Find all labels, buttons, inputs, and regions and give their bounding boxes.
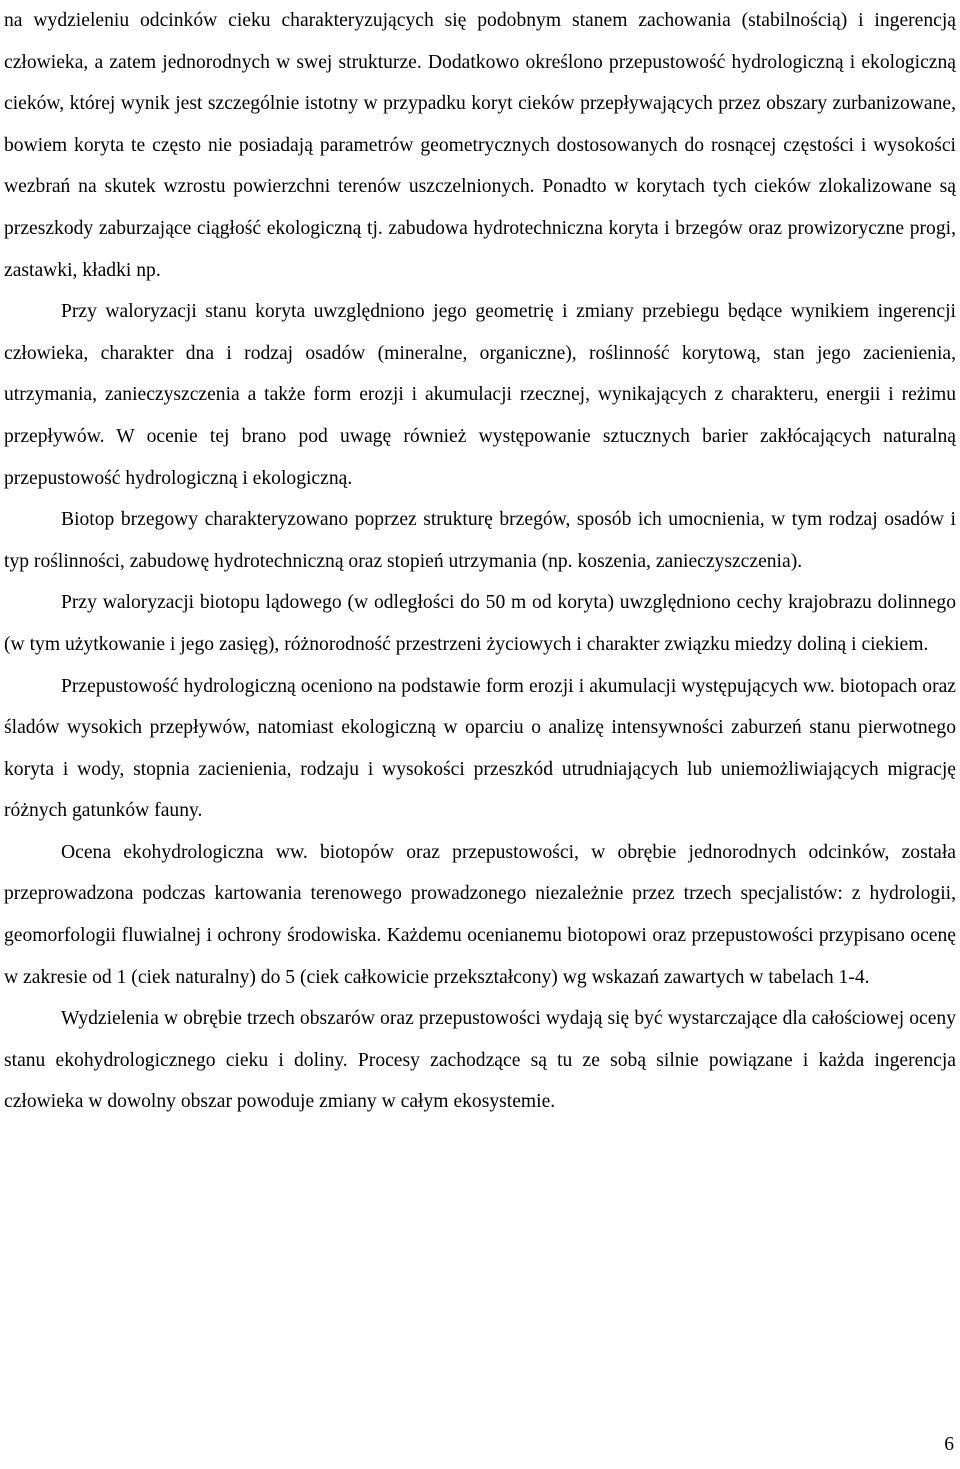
paragraph-continuation: na wydzieleniu odcinków cieku charakteryzujących się podobnym stanem zachowania (stabilnością) i ingerencją człowieka, a zatem jednorodnych w swej strukturze. Dodatkowo określono przepustowość hydrologiczną i ekologiczną cieków, której wynik jest szczególnie istotny w przypadku koryt cieków przepływających przez obszary zurbanizowane, bowiem koryta te często nie posiadają parametrów geometrycznych dostosowanych do rosnącej częstości i wysokości wezbrań na skutek wzrostu powierzchni terenów uszczelnionych. Ponadto w korytach tych cieków zlokalizowane są przeszkody zaburzające ciągłość ekologiczną tj. zabudowa hydrotechniczna koryta i brzegów oraz prowizoryczne progi, zastawki, kładki np.	[4, 10, 956, 281]
paragraph-hydrological-capacity: Przepustowość hydrologiczną oceniono na podstawie form erozji i akumulacji występujących ww. biotopach oraz śladów wysokich przepływów, natomiast ekologiczną w oparciu o analizę intensywności zaburzeń stanu pierwotnego koryta i wody, stopnia zacienienia, rodzaju i wysokości przeszkód utrudniających lub uniemożliwiających migrację różnych gatunków fauny.	[4, 675, 956, 822]
paragraph-ecohydrological-assessment: Ocena ekohydrologiczna ww. biotopów oraz przepustowości, w obrębie jednorodnych odcinków, została przeprowadzona podczas kartowania terenowego prowadzonego niezależnie przez trzech specjalistów: z hydrologii, geomorfologii fluwialnej i ochrony środowiska. Każdemu ocenianemu biotopowi oraz przepustowości przypisano ocenę w zakresie od 1 (ciek naturalny) do 5 (ciek całkowicie przekształcony) wg wskazań zawartych w tabelach 1-4.	[4, 841, 956, 988]
document-page	[4, 0, 956, 1123]
paragraph-land-biotope: Przy waloryzacji biotopu lądowego (w odległości do 50 m od koryta) uwzględniono cechy krajobrazu dolinnego (w tym użytkowanie i jego zasięg), różnorodność przestrzeni życiowych i charakter związku miedzy doliną i ciekiem.	[4, 592, 956, 655]
paragraph-bank-biotope: Biotop brzegowy charakteryzowano poprzez strukturę brzegów, sposób ich umocnienia, w tym rodzaj osadów i typ roślinności, zabudowę hydrotechniczną oraz stopień utrzymania (np. koszenia, zanieczyszczenia).	[4, 509, 956, 572]
paragraph-conclusion: Wydzielenia w obrębie trzech obszarów oraz przepustowości wydają się być wystarczające dla całościowej oceny stanu ekohydrologicznego cieku i doliny. Procesy zachodzące są tu ze sobą silnie powiązane i każda ingerencja człowieka w dowolny obszar powoduje zmiany w całym ekosystemie.	[4, 1008, 956, 1113]
page-number: 6	[944, 1434, 954, 1455]
paragraph-channel-valuation: Przy waloryzacji stanu koryta uwzględniono jego geometrię i zmiany przebiegu będące wynikiem ingerencji człowieka, charakter dna i rodzaj osadów (mineralne, organiczne), roślinność korytową, stan jego zacienienia, utrzymania, zanieczyszczenia a także form erozji i akumulacji rzecznej, wynikających z charakteru, energii i reżimu przepływów. W ocenie tej brano pod uwagę również występowanie sztucznych barier zakłócających naturalną przepustowość hydrologiczną i ekologiczną.	[4, 301, 956, 489]
